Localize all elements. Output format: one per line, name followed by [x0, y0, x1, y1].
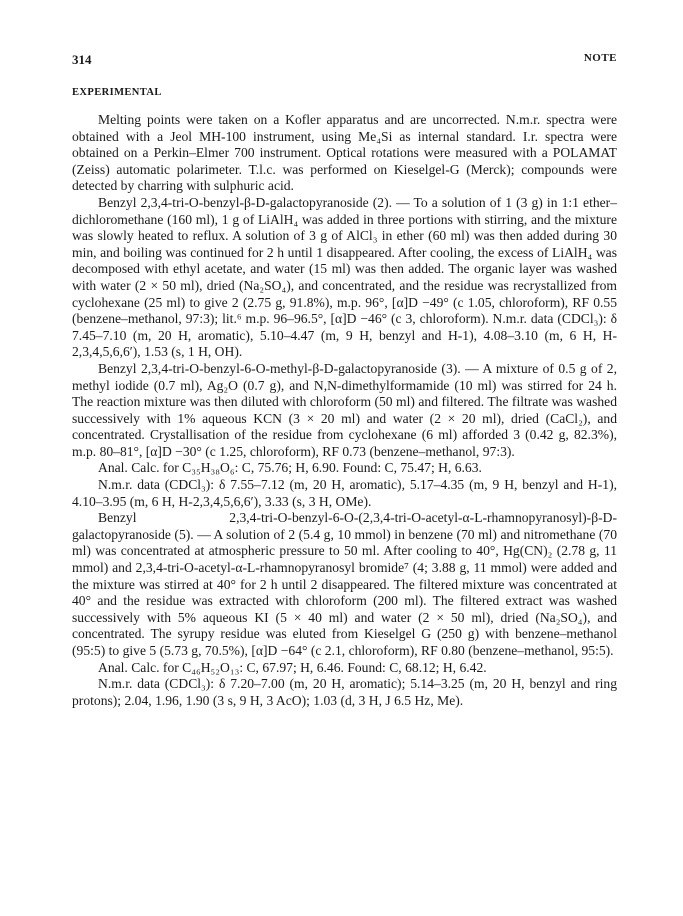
paragraph-analysis-5: Anal. Calc. for C₄₆H₅₂O₁₃: C, 67.97; H, 6.46. Found: C, 68.12; H, 6.42. [98, 659, 487, 675]
paragraph-compound-5: Benzyl 2,3,4-tri-O-benzyl-6-O-(2,3,4-tri-O-acetyl-α-L-rhamnopyranosyl)-β-D-galactopyranoside (5). — A solution of 2 (5.4 g, 10 mmol) in benzene (70 ml) and nitromethane (70 ml) was concentrated at atmospheric pressure to 50 ml. After cooling to 40°, Hg(CN)₂ (2.78 g, 11 mmol) and 2,3,4-tri-O-acetyl-α-L-rhamnopyranosyl bromide⁷ (4; 3.88 g, 11 mmol) were added and the mixture was stirred at 40° for 2 h until 2 disappeared. The filtered mixture was concentrated at 40° and the residue was extracted with chloroform (200 ml). The filtered extract was washed successively with 5% aqueous KI (5 × 40 ml) and water (2 × 50 ml), dried (Na₂SO₄), and concentrated. The syrupy residue was eluted from Kieselgel G (250 g) with benzene–methanol (95:5) to give 5 (5.73 g, 70.5%), [α]D −64° (c 2.1, chloroform), RF 0.80 (benzene–methanol, 95:5). [72, 510, 617, 658]
running-head: NOTE [583, 52, 617, 64]
section-heading: EXPERIMENTAL [72, 87, 162, 98]
paragraph-compound-2: Benzyl 2,3,4-tri-O-benzyl-β-D-galactopyranoside (2). — To a solution of 1 (3 g) in 1:1 ether–dichloromethane (160 ml), 1 g of LiAlH₄ was added in three portions with stirring, and the mixture was slowly heated to reflux. A solution of 3 g of AlCl₃ in ether (60 ml) was then added during 30 min, and boiling was continued for 2 h until 1 disappeared. After cooling, the excess of LiAlH₄ was decomposed with ethyl acetate, and water (15 ml) was then added. The organic layer was washed with water (2 × 50 ml), dried (Na₂SO₄), and concentrated, and the residue was recrystallized from cyclohexane (25 ml) to give 2 (2.75 g, 91.8%), m.p. 96°, [α]D −49° (c 1.05, chloroform), RF 0.55 (benzene–methanol, 97:3); lit.⁶ m.p. 96–96.5°, [α]D −46° (c 3, chloroform). N.m.r. data (CDCl₃): δ 7.45–7.10 (m, 20 H, aromatic), 5.10–4.47 (m, 9 H, benzyl and H-1), 4.08–3.10 (m, 6 H, H-2,3,4,5,6,6′), 1.53 (s, 1 H, OH). [72, 194, 617, 360]
paragraph-nmr-3: N.m.r. data (CDCl₃): δ 7.55–7.12 (m, 20 H, aromatic), 5.17–4.35 (m, 9 H, benzyl and H-1), 4.10–3.95 (m, 6 H, H-2,3,4,5,6,6′), 3.33 (s, 3 H, OMe). [72, 477, 617, 509]
page-header [72, 52, 617, 70]
page-number: 314 [72, 52, 92, 67]
paragraph-analysis-3: Anal. Calc. for C₃₅H₃₈O₆: C, 75.76; H, 6.90. Found: C, 75.47; H, 6.63. [98, 460, 482, 476]
paragraph-nmr-5: N.m.r. data (CDCl₃): δ 7.20–7.00 (m, 20 H, aromatic); 5.14–3.25 (m, 20 H, benzyl and ring protons); 2.04, 1.96, 1.90 (3 s, 9 H, 3 AcO); 1.03 (d, 3 H, J 6.5 Hz, Me). [72, 676, 617, 708]
paragraph-compound-3: Benzyl 2,3,4-tri-O-benzyl-6-O-methyl-β-D-galactopyranoside (3). — A mixture of 0.5 g of 2, methyl iodide (0.7 ml), Ag₂O (0.7 g), and N,N-dimethylformamide (10 ml) was stirred for 24 h. The reaction mixture was then diluted with chloroform (50 ml) and filtered. The filtrate was washed successively with 1% aqueous KCN (3 × 20 ml) and water (2 × 20 ml), dried (CaCl₂), and concentrated. Crystallisation of the residue from cyclohexane (6 ml) afforded 3 (0.42 g, 82.3%), m.p. 80–81°, [α]D −30° (c 1.25, chloroform), RF 0.73 (benzene–methanol, 97:3). [72, 360, 617, 459]
body-text [72, 112, 617, 709]
paragraph-methods: Melting points were taken on a Kofler apparatus and are uncorrected. N.m.r. spectra were obtained with a Jeol MH-100 instrument, using Me₄Si as internal standard. I.r. spectra were obtained on a Perkin–Elmer 700 instrument. Optical rotations were measured with a POLAMAT (Zeiss) automatic polarimeter. T.l.c. was performed on Kieselgel-G (Merck); compounds were detected by charring with sulphuric acid. [72, 112, 617, 194]
